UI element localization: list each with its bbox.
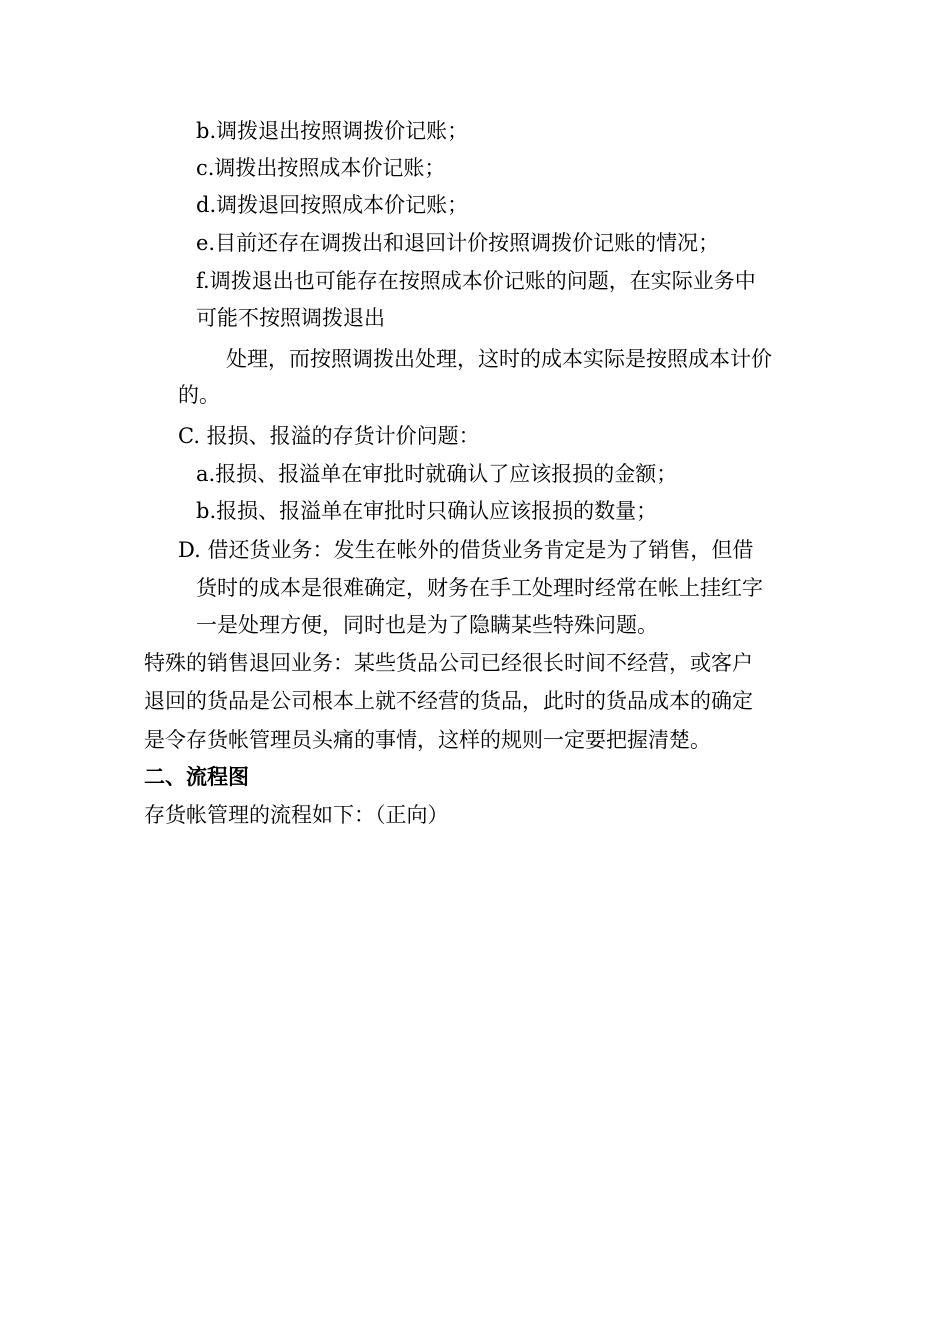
text-line: 是令存货帐管理员头痛的事情，这样的规则一定要把握清楚。 — [144, 728, 711, 752]
section-heading: 二、流程图 — [144, 765, 249, 789]
text-line: 存货帐管理的流程如下：（正向） — [144, 803, 449, 827]
text-line: d.调拨退回按照成本价记账； — [196, 193, 469, 217]
text-line: c.调拨出按照成本价记账； — [196, 156, 446, 180]
text-line: 可能不按照调拨退出 — [196, 306, 385, 330]
text-line: 退回的货品是公司根本上就不经营的货品，此时的货品成本的确定 — [144, 689, 753, 713]
text-line: f.调拨退出也可能存在按照成本价记账的问题，在实际业务中 — [196, 269, 756, 293]
text-line: b.报损、报溢单在审批时只确认应该报损的数量； — [196, 499, 658, 523]
text-line: C. 报损、报溢的存货计价问题： — [178, 424, 480, 448]
text-line: e.目前还存在调拨出和退回计价按照调拨价记账的情况； — [196, 231, 720, 255]
text-line: 特殊的销售退回业务：某些货品公司已经很长时间不经营，或客户 — [144, 651, 753, 675]
text-line: b.调拨退出按照调拨价记账； — [196, 119, 469, 143]
text-line: a.报损、报溢单在审批时就确认了应该报损的金额； — [196, 462, 678, 486]
text-line: 的。 — [178, 383, 220, 407]
text-line: 一是处理方便，同时也是为了隐瞒某些特殊问题。 — [196, 613, 658, 637]
text-line: 货时的成本是很难确定，财务在手工处理时经常在帐上挂红字 — [196, 576, 763, 600]
text-line: D. 借还货业务：发生在帐外的借货业务肯定是为了销售，但借 — [178, 538, 754, 562]
text-line: 处理，而按照调拨出处理，这时的成本实际是按照成本计价 — [226, 347, 772, 371]
